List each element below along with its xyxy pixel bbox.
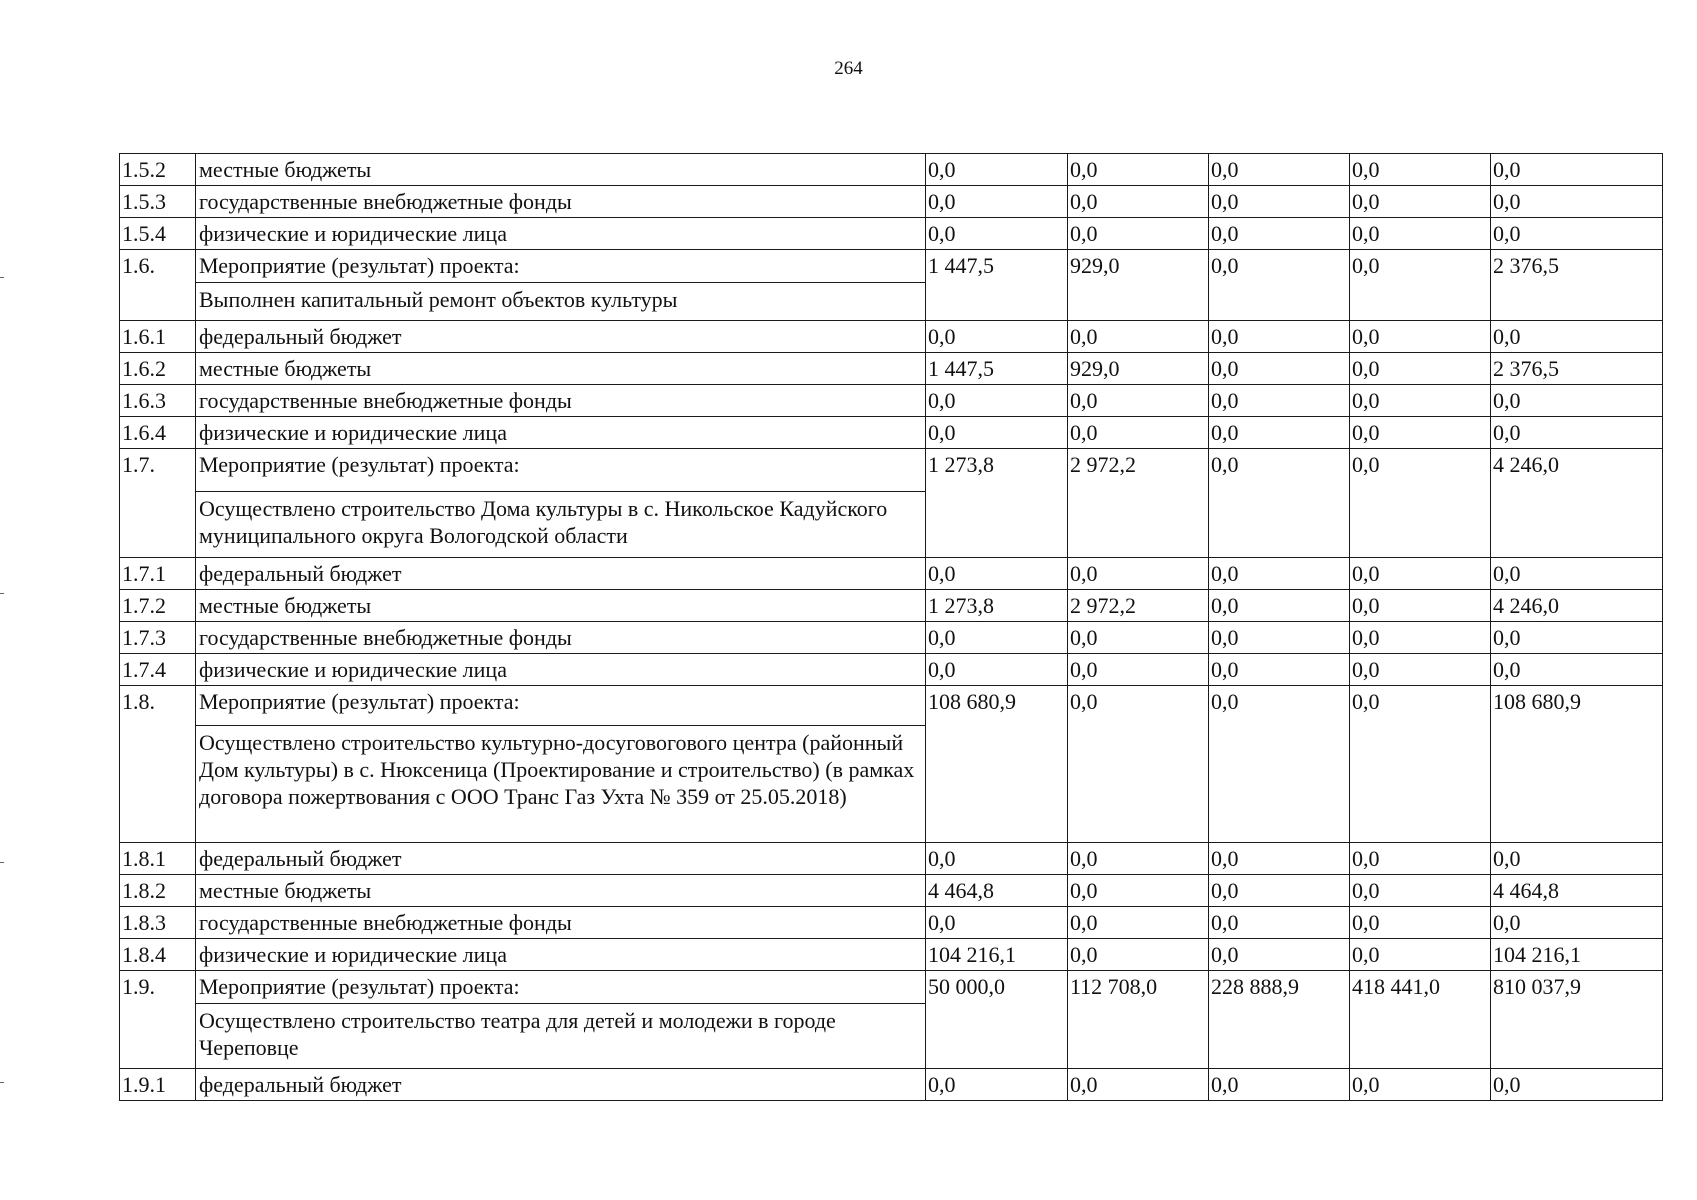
table-row [120,907,1663,939]
row-code: 1.6.2 [120,353,196,385]
row-code: 1.9.1 [120,1069,196,1101]
value-cell: 0,0 [1068,654,1209,686]
value-cell: 0,0 [1209,939,1350,971]
value-cell: 0,0 [1068,186,1209,218]
row-name: местные бюджеты [196,590,926,622]
value-cell: 104 216,1 [926,939,1068,971]
value-cell: 0,0 [1068,686,1209,843]
scan-edge-mark [0,593,4,594]
value-cell: 228 888,9 [1209,971,1350,1069]
value-cell: 0,0 [1209,875,1350,907]
value-cell: 0,0 [1068,843,1209,875]
table-row [120,154,1663,186]
row-code: 1.7.1 [120,558,196,590]
value-cell: 0,0 [1350,385,1491,417]
row-name: федеральный бюджет [196,558,926,590]
value-cell: 2 376,5 [1491,250,1663,321]
value-cell: 0,0 [1209,907,1350,939]
table-row [120,843,1663,875]
row-code: 1.9. [120,971,196,1069]
row-code: 1.8.4 [120,939,196,971]
row-name: физические и юридические лица [196,654,926,686]
row-code: 1.5.3 [120,186,196,218]
value-cell: 0,0 [1350,939,1491,971]
value-cell: 0,0 [1209,186,1350,218]
value-cell: 0,0 [1491,1069,1663,1101]
value-cell: 0,0 [1491,558,1663,590]
value-cell: 929,0 [1068,250,1209,321]
value-cell: 0,0 [1491,907,1663,939]
table-row [120,939,1663,971]
row-code: 1.6.4 [120,417,196,449]
row-code: 1.5.4 [120,218,196,250]
table-row [120,1069,1663,1101]
value-cell: 0,0 [1350,907,1491,939]
value-cell: 0,0 [926,321,1068,353]
value-cell: 0,0 [1209,590,1350,622]
value-cell: 0,0 [1209,622,1350,654]
value-cell: 108 680,9 [926,686,1068,843]
row-name: Мероприятие (результат) проекта: [196,250,926,283]
value-cell: 1 447,5 [926,353,1068,385]
scan-edge-mark [0,277,4,278]
value-cell: 0,0 [926,843,1068,875]
budget-table [119,153,1663,1101]
value-cell: 0,0 [1068,321,1209,353]
value-cell: 2 972,2 [1068,590,1209,622]
value-cell: 0,0 [1209,654,1350,686]
value-cell: 0,0 [1209,321,1350,353]
value-cell: 0,0 [926,907,1068,939]
value-cell: 50 000,0 [926,971,1068,1069]
value-cell: 0,0 [1209,686,1350,843]
value-cell: 0,0 [1491,321,1663,353]
row-name: государственные внебюджетные фонды [196,622,926,654]
value-cell: 0,0 [1350,154,1491,186]
table-row-activity [120,250,1663,283]
value-cell: 108 680,9 [1491,686,1663,843]
value-cell: 0,0 [1350,449,1491,558]
value-cell: 0,0 [1209,250,1350,321]
row-code: 1.8.2 [120,875,196,907]
value-cell: 0,0 [1068,218,1209,250]
row-name: федеральный бюджет [196,843,926,875]
value-cell: 0,0 [926,417,1068,449]
value-cell: 0,0 [1209,385,1350,417]
value-cell: 0,0 [1491,622,1663,654]
row-name: Мероприятие (результат) проекта: [196,971,926,1004]
value-cell: 4 246,0 [1491,449,1663,558]
value-cell: 0,0 [1491,218,1663,250]
row-code: 1.6. [120,250,196,321]
value-cell: 1 447,5 [926,250,1068,321]
value-cell: 810 037,9 [1491,971,1663,1069]
activity-description: Выполнен капитальный ремонт объектов культуры [196,283,926,321]
value-cell: 0,0 [1068,939,1209,971]
value-cell: 0,0 [1491,843,1663,875]
value-cell: 0,0 [926,385,1068,417]
row-name: физические и юридические лица [196,218,926,250]
value-cell: 0,0 [1491,654,1663,686]
row-code: 1.6.1 [120,321,196,353]
value-cell: 0,0 [1350,250,1491,321]
value-cell: 0,0 [926,654,1068,686]
table-row-activity [120,449,1663,492]
value-cell: 0,0 [1350,321,1491,353]
row-code: 1.5.2 [120,154,196,186]
value-cell: 0,0 [926,218,1068,250]
table-row [120,385,1663,417]
value-cell: 0,0 [1350,186,1491,218]
row-code: 1.8.1 [120,843,196,875]
value-cell: 0,0 [1350,353,1491,385]
scan-edge-mark [0,862,4,863]
row-name: физические и юридические лица [196,939,926,971]
page-number: 264 [834,58,863,79]
value-cell: 0,0 [1068,1069,1209,1101]
value-cell: 4 464,8 [1491,875,1663,907]
value-cell: 0,0 [1350,1069,1491,1101]
row-name: местные бюджеты [196,154,926,186]
value-cell: 4 464,8 [926,875,1068,907]
value-cell: 0,0 [1209,843,1350,875]
value-cell: 0,0 [1068,558,1209,590]
value-cell: 112 708,0 [1068,971,1209,1069]
value-cell: 418 441,0 [1350,971,1491,1069]
table-row [120,622,1663,654]
value-cell: 0,0 [1350,686,1491,843]
value-cell: 0,0 [1350,843,1491,875]
value-cell: 0,0 [1350,417,1491,449]
value-cell: 0,0 [1209,417,1350,449]
value-cell: 4 246,0 [1491,590,1663,622]
value-cell: 0,0 [1068,622,1209,654]
row-code: 1.8.3 [120,907,196,939]
value-cell: 0,0 [1209,1069,1350,1101]
value-cell: 0,0 [1068,907,1209,939]
row-name: государственные внебюджетные фонды [196,907,926,939]
row-name: местные бюджеты [196,875,926,907]
table-row [120,353,1663,385]
row-name: государственные внебюджетные фонды [196,186,926,218]
value-cell: 0,0 [1491,186,1663,218]
value-cell: 929,0 [1068,353,1209,385]
row-code: 1.6.3 [120,385,196,417]
row-name: физические и юридические лица [196,417,926,449]
value-cell: 0,0 [926,622,1068,654]
value-cell: 2 376,5 [1491,353,1663,385]
table-row [120,558,1663,590]
row-code: 1.7.3 [120,622,196,654]
row-code: 1.7.4 [120,654,196,686]
activity-description: Осуществлено строительство культурно-досуговогового центра (районный Дом культуры) в с. Нюксеница (Проектирование и строительство) (в рамках договора пожертвования с ООО Транс Газ Ухта № 359 от 25.05.2018) [196,726,926,843]
row-name: государственные внебюджетные фонды [196,385,926,417]
value-cell: 0,0 [1209,558,1350,590]
value-cell: 0,0 [1491,154,1663,186]
row-name: федеральный бюджет [196,321,926,353]
row-code: 1.7.2 [120,590,196,622]
value-cell: 0,0 [1350,622,1491,654]
value-cell: 0,0 [1350,218,1491,250]
value-cell: 0,0 [1491,385,1663,417]
value-cell: 0,0 [1350,558,1491,590]
table-row-activity [120,686,1663,726]
value-cell: 1 273,8 [926,449,1068,558]
value-cell: 0,0 [1068,154,1209,186]
value-cell: 0,0 [926,1069,1068,1101]
table-row [120,218,1663,250]
table-row [120,875,1663,907]
value-cell: 0,0 [1068,875,1209,907]
value-cell: 104 216,1 [1491,939,1663,971]
value-cell: 1 273,8 [926,590,1068,622]
value-cell: 0,0 [1068,417,1209,449]
value-cell: 0,0 [1068,385,1209,417]
row-name: Мероприятие (результат) проекта: [196,449,926,492]
value-cell: 0,0 [926,154,1068,186]
table-row [120,186,1663,218]
value-cell: 0,0 [1350,590,1491,622]
value-cell: 0,0 [1209,218,1350,250]
table-row [120,417,1663,449]
value-cell: 0,0 [926,186,1068,218]
activity-description: Осуществлено строительство Дома культуры в с. Никольское Кадуйского муниципального округа Вологодской области [196,492,926,558]
value-cell: 0,0 [1209,154,1350,186]
value-cell: 0,0 [1209,449,1350,558]
value-cell: 0,0 [1350,654,1491,686]
table-row [120,654,1663,686]
table-row-activity [120,971,1663,1004]
value-cell: 0,0 [1491,417,1663,449]
row-name: Мероприятие (результат) проекта: [196,686,926,726]
row-name: федеральный бюджет [196,1069,926,1101]
row-code: 1.8. [120,686,196,843]
activity-description: Осуществлено строительство театра для детей и молодежи в городе Череповце [196,1004,926,1069]
value-cell: 0,0 [926,558,1068,590]
row-name: местные бюджеты [196,353,926,385]
table-row [120,590,1663,622]
value-cell: 0,0 [1350,875,1491,907]
table-row [120,321,1663,353]
row-code: 1.7. [120,449,196,558]
table-body [120,154,1663,1101]
scan-edge-mark [0,1082,4,1083]
value-cell: 0,0 [1209,353,1350,385]
value-cell: 2 972,2 [1068,449,1209,558]
